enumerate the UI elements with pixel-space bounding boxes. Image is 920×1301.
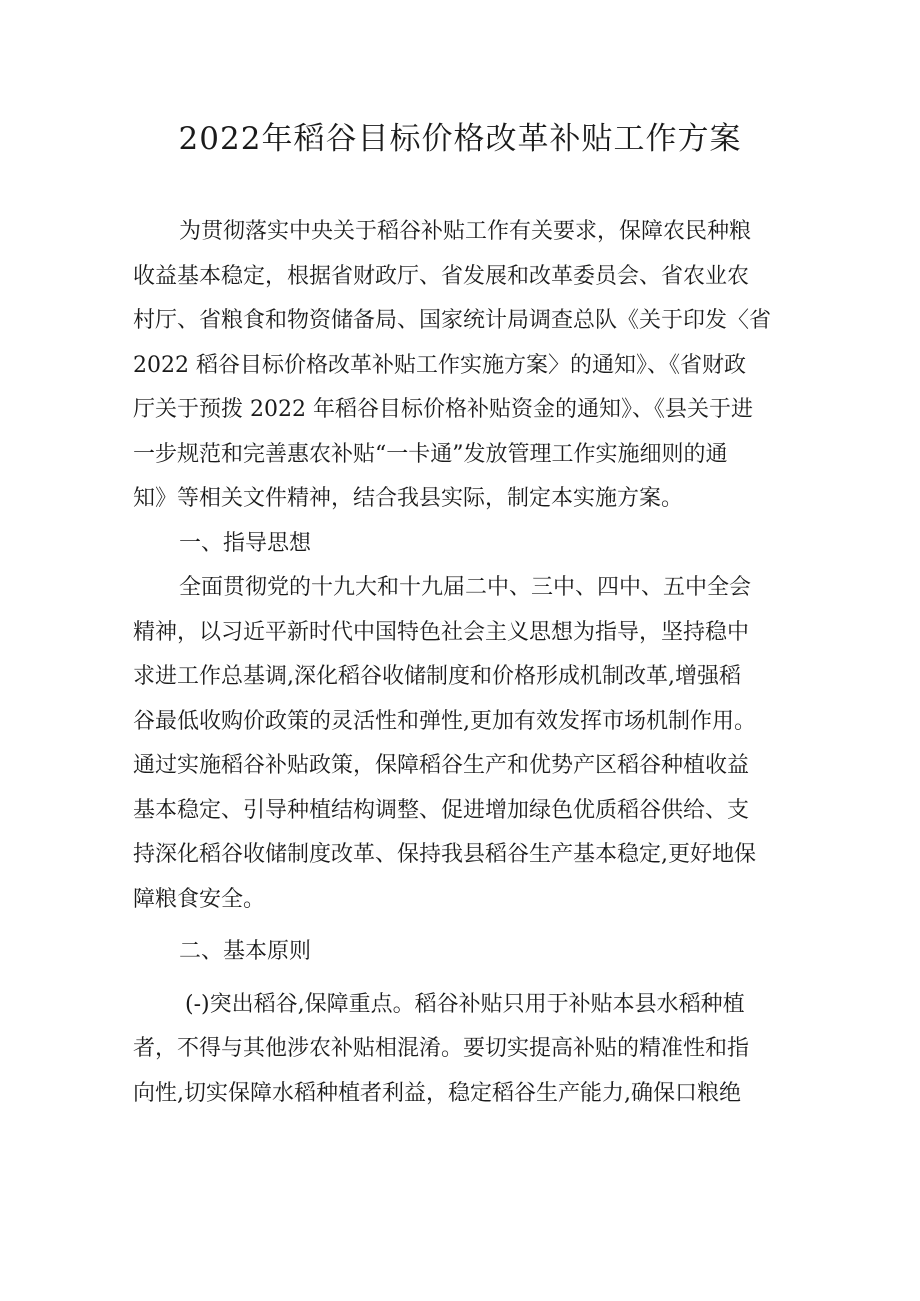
paragraph-line: 向性,切实保障水稻种植者利益，稳定稻谷生产能力,确保口粮绝 — [133, 1080, 741, 1106]
paragraph-line: 持深化稻谷收储制度改革、保持我县稻谷生产基本稳定,更好地保 — [133, 842, 756, 867]
section-heading: 二、基本原则 — [179, 939, 312, 964]
basic-principles-paragraph — [133, 983, 793, 1117]
spacer — [133, 975, 793, 983]
paragraph-line: 障粮食安全。 — [133, 886, 266, 912]
intro-paragraph — [133, 210, 793, 522]
paragraph-line: 2022 稻谷目标价格改革补贴工作实施方案〉的通知》、《省财政 — [133, 352, 746, 378]
paragraph-line: 为贯彻落实中央关于稻谷补贴工作有关要求，保障农民种粮 — [179, 219, 752, 244]
section-heading: 一、指导思想 — [179, 530, 312, 556]
paragraph-line: 者，不得与其他涉农补贴相混淆。要切实提高补贴的精准性和指 — [133, 1036, 750, 1061]
document-body — [133, 210, 793, 1116]
spacer — [133, 922, 793, 930]
paragraph-line: 知》等相关文件精神，结合我县实际，制定本实施方案。 — [133, 486, 684, 511]
paragraph-line: 村厅、省粮食和物资储备局、国家统计局调查总队《关于印发〈省 — [133, 308, 772, 333]
paragraph-line: 通过实施稻谷补贴政策，保障稻谷生产和优势产区稻谷种植收益 — [133, 753, 750, 778]
paragraph-line: 全面贯彻党的十九大和十九届二中、三中、四中、五中全会 — [179, 575, 752, 600]
paragraph-line: 谷最低收购价政策的灵活性和弹性,更加有效发挥市场机制作用。 — [133, 708, 756, 734]
document-title: 2022年稻谷目标价格改革补贴工作方案 — [178, 121, 742, 157]
paragraph-line: 厅关于预拨 2022 年稻谷目标价格补贴资金的通知》、《县关于进 — [133, 397, 753, 422]
paragraph-line: 收益基本稳定，根据省财政厅、省发展和改革委员会、省农业农 — [133, 263, 750, 289]
paragraph-line: 精神，以习近平新时代中国特色社会主义思想为指导，坚持稳中 — [133, 619, 750, 645]
paragraph-line: 求进工作总基调,深化稻谷收储制度和价格形成机制改革,增强稻 — [133, 664, 741, 689]
guiding-thought-paragraph — [133, 566, 793, 922]
paragraph-line: 基本稳定、引导种植结构调整、促进增加绿色优质稻谷供给、支 — [133, 797, 750, 823]
paragraph-line: (-)突出稻谷,保障重点。稻谷补贴只用于补贴本县水稻种植 — [185, 991, 745, 1017]
paragraph-line: 一步规范和完善惠农补贴“一卡通”发放管理工作实施细则的通 — [133, 441, 728, 467]
